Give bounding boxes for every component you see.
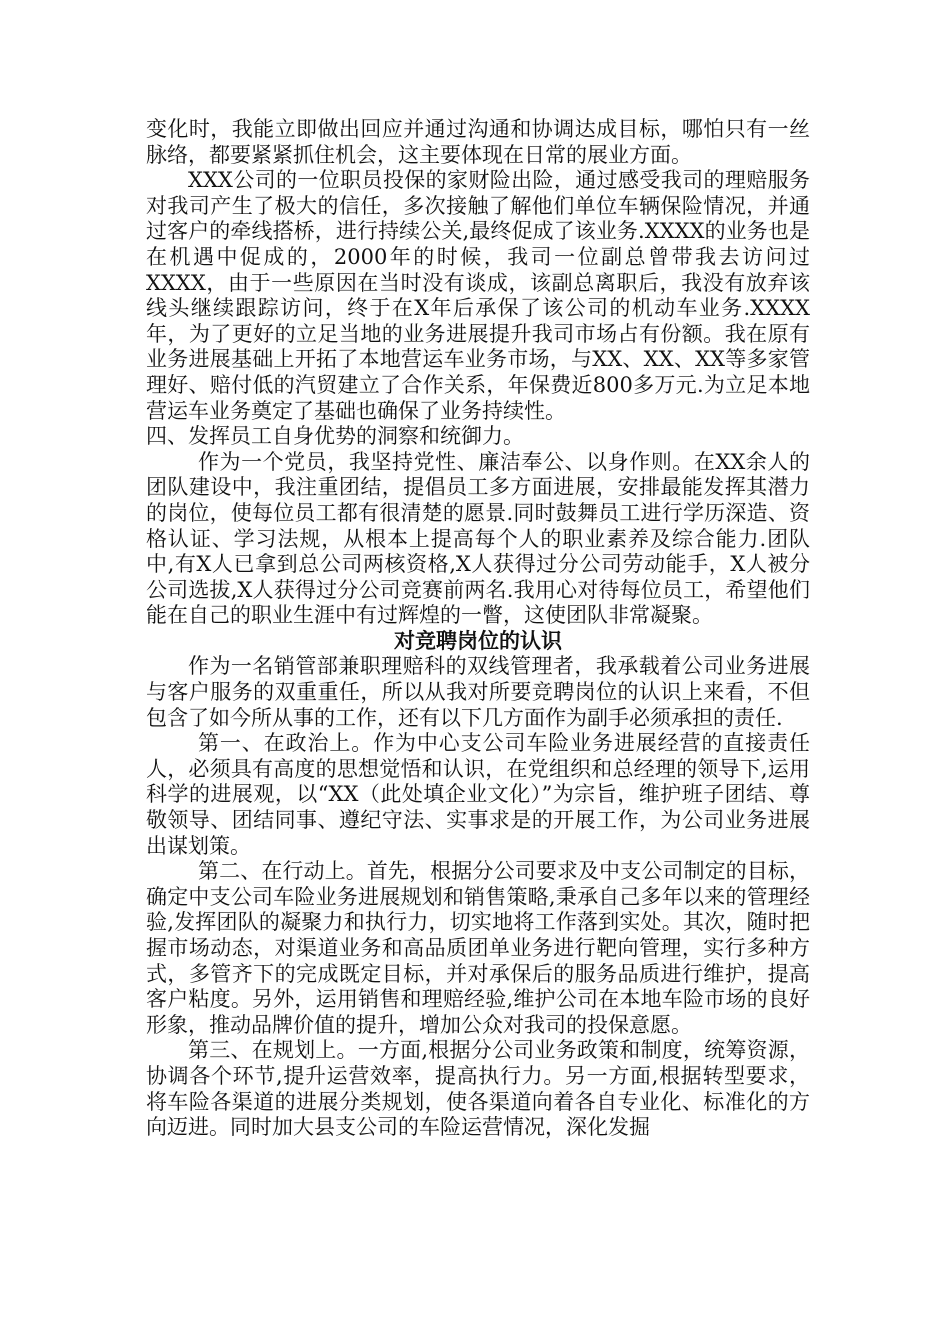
paragraph-role-intro: 作为一名销管部兼职理赔科的双线管理者，我承载着公司业务进展与客户服务的双重重任，所以从我对所要竞聘岗位的认识上来看，不但包含了如今所从事的工作，还有以下几方面作为副手必须承担的责任. xyxy=(146,654,810,730)
section-heading-four: 四、发挥员工自身优势的洞察和统御力。 xyxy=(146,424,524,449)
paragraph-political: 第一、在政治上。作为中心支公司车险业务进展经营的直接责任人，必须具有高度的思想觉悟和认识，在党组织和总经理的领导下,运用科学的进展观，以“XX（此处填企业文化）”为宗旨，维护班子团结、尊敬领导、团结同事、遵纪守法、实事求是的开展工作，为公司业务进展出谋划策。 xyxy=(146,731,810,858)
paragraph-planning: 第三、在规划上。一方面,根据分公司业务政策和制度，统筹资源，协调各个环节,提升运营效率，提高执行力。另一方面,根据转型要求，将车险各渠道的进展分类规划，使各渠道向着各自专业化、标准化的方向迈进。同时加大县支公司的车险运营情况，深化发掘 xyxy=(146,1038,810,1140)
document-page xyxy=(146,117,810,1141)
paragraph-action: 第二、在行动上。首先，根据分公司要求及中支公司制定的目标，确定中支公司车险业务进展规划和销售策略,秉承自己多年以来的管理经验,发挥团队的凝聚力和执行力，切实地将工作落到实处。其次，随时把握市场动态，对渠道业务和高品质团单业务进行靶向管理，实行多种方式，多管齐下的完成既定目标，并对承保后的服务品质进行维护，提高客户粘度。另外，运用销售和理赔经验,维护公司在本地车险市场的良好形象，推动品牌价值的提升，增加公众对我司的投保意愿。 xyxy=(146,859,810,1037)
paragraph-continuation: 变化时，我能立即做出回应并通过沟通和协调达成目标，哪怕只有一丝脉络，都要紧紧抓住机会，这主要体现在日常的展业方面。 xyxy=(146,117,810,167)
section-title-position-understanding: 对竞聘岗位的认识 xyxy=(394,628,562,653)
paragraph-team-building: 作为一个党员，我坚持党性、廉洁奉公、以身作则。在XX余人的团队建设中，我注重团结，提倡员工多方面进展，安排最能发挥其潜力的岗位，使每位员工都有很清楚的愿景.同时鼓舞员工进行学历深造、资格认证、学习法规，从根本上提高每个人的职业素养及综合能力.团队中,有X人已拿到总公司两核资格,X人获得过分公司劳动能手，X人被分公司选拔,X人获得过分公司竞赛前两名.我用心对待每位员工，希望他们能在自己的职业生涯中有过辉煌的一瞥，这使团队非常凝聚。 xyxy=(146,449,810,628)
paragraph-business-case: XXX公司的一位职员投保的家财险出险，通过感受我司的理赔服务对我司产生了极大的信任，多次接触了解他们单位车辆保险情况，并通过客户的牵线搭桥，进行持续公关,最终促成了该业务.XXXX的业务也是在机遇中促成的，2000年的时候，我司一位副总曾带我去访问过XXXX，由于一些原因在当时没有谈成，该副总离职后，我没有放弃该线头继续跟踪访问，终于在X年后承保了该公司的机动车业务.XXXX年，为了更好的立足当地的业务进展提升我司市场占有份额。我在原有业务进展基础上开拓了本地营运车业务市场，与XX、XX、XX等多家管理好、赔付低的汽贸建立了合作关系，年保费近800多万元.为立足本地营运车业务奠定了基础也确保了业务持续性。 xyxy=(146,168,810,423)
